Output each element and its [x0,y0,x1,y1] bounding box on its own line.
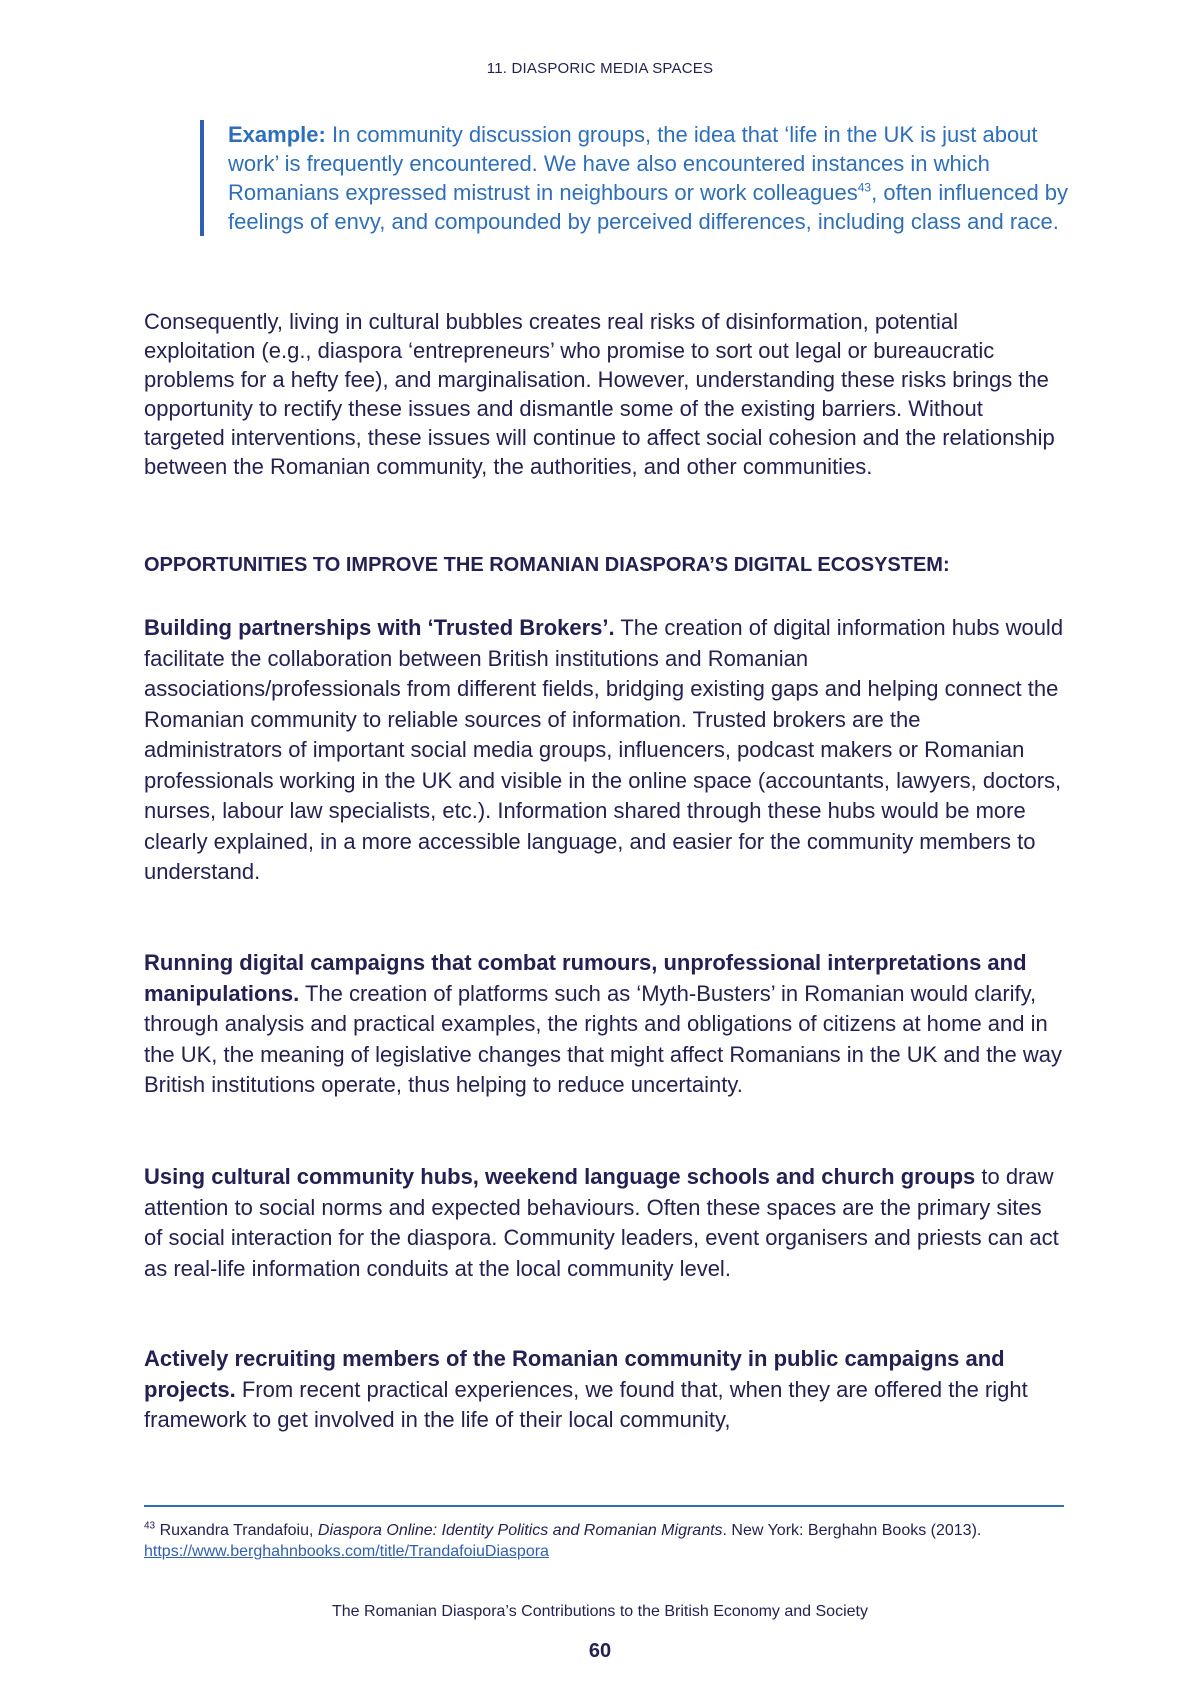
section-heading: OPPORTUNITIES TO IMPROVE THE ROMANIAN DIASPORA’S DIGITAL ECOSYSTEM: [144,554,950,576]
footnote-link[interactable]: https://www.berghahnbooks.com/title/TrandafoiuDiaspora [144,1543,549,1560]
consequently-paragraph: Consequently, living in cultural bubbles creates real risks of disinformation, potential exploitation (e.g., diaspora ‘entrepreneurs’ who promise to sort out legal or bureaucratic problems for a hefty fee), and marginalisation. However, understanding these risks brings the opportunity to rectify these issues and dismantle some of the existing barriers. Without targeted interventions, these issues will continue to affect social cohesion and the relationship between the Romanian community, the authorities, and other communities. [144,309,1055,479]
footnote-author: Ruxandra Trandafoiu, [155,1522,318,1539]
opportunity-lead: Building partnerships with ‘Trusted Brokers’. [144,615,615,640]
opportunity-paragraph [144,1344,1064,1436]
footnote-reference[interactable]: 43 [857,180,872,195]
opportunity-text: The creation of platforms such as ‘Myth-Busters’ in Romanian would clarify, through analysis and practical examples, the rights and obligations of citizens at home and in the UK, the meaning of legislative changes that might affect Romanians in the UK and the way British institutions operate, thus helping to reduce uncertainty. [144,980,1063,1097]
footnote [144,1520,1064,1562]
opportunity-paragraph [144,1162,1064,1284]
opportunity-text: The creation of digital information hubs would facilitate the collaboration between British institutions and Romanian associations/professionals from different fields, bridging existing gaps and helping connect the Romanian community to reliable sources of information. Trusted brokers are the administrators of important social media groups, influencers, podcast makers or Romanian professionals working in the UK and visible in the online space (accountants, lawyers, doctors, nurses, labour law specialists, etc.). Information shared through these hubs would be more clearly explained, in a more accessible language, and easier for the community members to understand. [144,615,1064,884]
running-footer: The Romanian Diaspora’s Contributions to the British Economy and Society [332,1603,868,1620]
example-label: Example: [228,122,326,147]
opportunity-text: to draw attention to social norms and expected behaviours. Often these spaces are the primary sites of social interaction for the diaspora. Community leaders, event organisers and priests can act as real-life information conduits at the local community level. [144,1164,1059,1281]
footnote-number: 43 [144,1520,156,1532]
example-callout [200,120,1088,236]
opportunity-lead: Using cultural community hubs, weekend language schools and church groups [144,1164,976,1189]
opportunity-paragraph [144,948,1064,1101]
page-number: 60 [588,1640,612,1662]
opportunity-lead: Running digital campaigns that combat rumours, unprofessional interpretations and manipulations. [144,950,1027,1006]
opportunity-text: From recent practical experiences, we found that, when they are offered the right framework to get involved in the life of their local community, [144,1376,1028,1432]
running-header: 11. DIASPORIC MEDIA SPACES [486,60,714,77]
example-text: In community discussion groups, the idea that ‘life in the UK is just about work’ is frequently encountered. We have also encountered instances in which Romanians expressed mistrust in neighbours or work colleagues [228,122,1038,205]
example-text-continued: , often influenced by feelings of envy, and compounded by perceived differences, including class and race. [228,180,1069,234]
footnote-title: Diaspora Online: Identity Politics and Romanian Migrants [317,1522,723,1539]
footnote-divider [144,1505,1064,1507]
opportunity-paragraph [144,613,1064,888]
footnote-publisher: . New York: Berghahn Books (2013). [722,1522,982,1539]
opportunity-lead: Actively recruiting members of the Romanian community in public campaigns and projects. [144,1346,1005,1402]
